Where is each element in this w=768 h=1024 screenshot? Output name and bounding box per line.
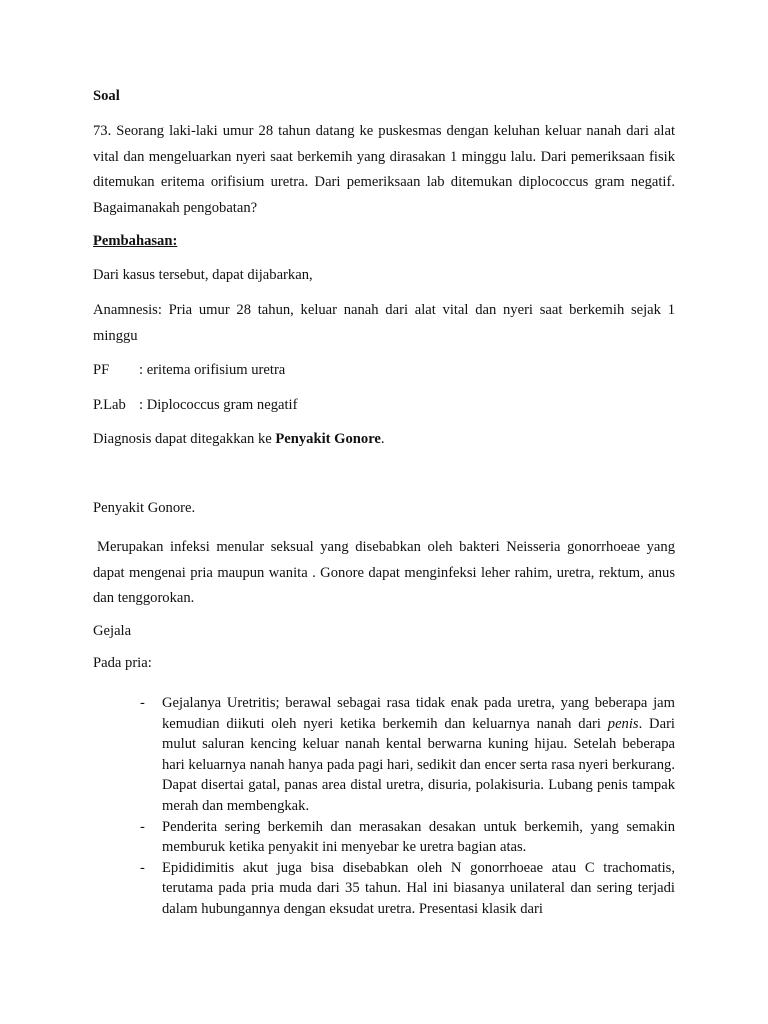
gejala-heading: Gejala <box>93 623 132 639</box>
diagnosis-prefix: Diagnosis dapat ditegakkan ke <box>93 431 276 447</box>
bullet-dash: - <box>140 859 145 876</box>
pembahasan-heading <box>93 233 177 250</box>
bullet1-italic: penis <box>607 715 639 732</box>
section-title: Penyakit Gonore. <box>93 500 196 516</box>
definition-paragraph: Merupakan infeksi menular seksual yang disebabkan oleh bakteri Neisseria gonorrhoeae yang dapat mengenai pria maupun wanita . Gonore dapat menginfeksi leher rahim, uretra, rektum, anus dan tenggorokan. <box>93 539 675 606</box>
bullet1-text-b: . Dari mulut saluran kencing keluar nanah kental berwarna kuning hijau. Setelah beberapa hari keluarnya nanah hanya pada pagi hari, sedikit dan encer serta rasa nyeri berkurang. Dapat disertai gatal, panas area distal uretra, disuria, polakisuria. Lubang penis tampak merah dan membengkak. <box>162 715 675 814</box>
diagnosis-line <box>93 431 385 448</box>
diagnosis-bold: Penyakit Gonore <box>275 431 381 447</box>
bullet2-text: Penderita sering berkemih dan merasakan desakan untuk berkemih, yang semakin memburuk ketika penyakit ini menyebar ke uretra bagian atas. <box>162 818 675 856</box>
pembahasan-heading-text: Pembahasan: <box>93 233 178 249</box>
question-paragraph: 73. Seorang laki-laki umur 28 tahun datang ke puskesmas dengan keluhan keluar nanah dari alat vital dan mengeluarkan nyeri saat berkemih yang dirasakan 1 minggu lalu. Dari pemeriksaan fisik ditemukan eritema orifisium uretra. Dari pemeriksaan lab ditemukan diplococcus gram negatif. Bagaimanakah pengobatan? <box>93 123 675 216</box>
soal-heading: Soal <box>93 88 120 104</box>
plab-line <box>93 397 297 414</box>
plab-value: : Diplococcus gram negatif <box>139 397 298 413</box>
bullet1-text-a: Gejalanya Uretritis; berawal sebagai rasa tidak enak pada uretra, yang beberapa jam kemudian diikuti oleh nyeri ketika berkemih dan keluarnya nanah dari <box>162 695 675 732</box>
symptom-list <box>140 693 675 920</box>
pf-line <box>93 362 285 379</box>
bullet-dash: - <box>140 818 145 835</box>
pada-pria-heading: Pada pria: <box>93 655 152 671</box>
intro-line: Dari kasus tersebut, dapat dijabarkan, <box>93 267 313 283</box>
plab-label: P.Lab <box>93 397 126 413</box>
bullet-dash: - <box>140 695 145 711</box>
list-item <box>140 817 675 858</box>
pf-label: PF <box>93 362 110 378</box>
bullet3-text: Epididimitis akut juga bisa disebabkan oleh N gonorrhoeae atau C trachomatis, terutama pada pria muda dari 35 tahun. Hal ini biasanya unilateral dan sering terjadi dalam hubungannya dengan eksudat uretra. Presentasi klasik dari <box>162 859 675 917</box>
list-item <box>140 858 675 920</box>
list-item <box>140 693 675 817</box>
diagnosis-suffix: . <box>380 431 385 447</box>
anamnesis-paragraph: Anamnesis: Pria umur 28 tahun, keluar nanah dari alat vital dan nyeri saat berkemih sejak 1 minggu <box>93 302 675 344</box>
pf-value: : eritema orifisium uretra <box>139 362 286 378</box>
